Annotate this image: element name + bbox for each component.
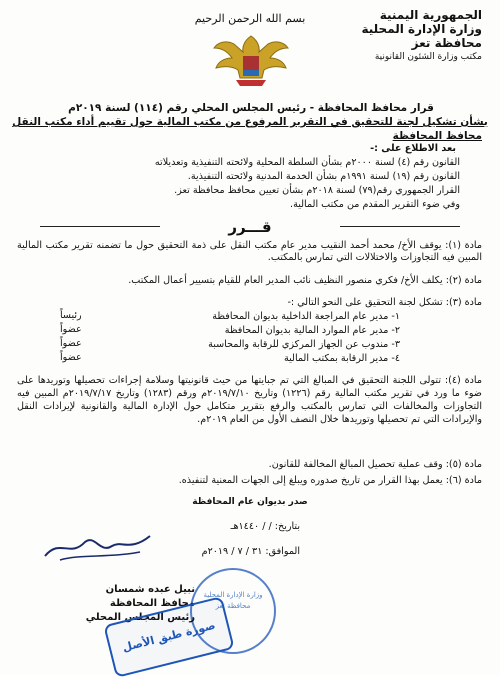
article-5: مادة (٥): وقف عملية تحصيل المبالغ المخالفة للقانون. — [268, 459, 482, 470]
decree-subject: بشأن تشكيل لجنة للتحقيق في التقرير المرفوع من مكتب المالية حول تقييم أداء مكتب النقل — [12, 116, 488, 128]
decree-word: قـــرر — [228, 218, 272, 236]
governor-heading: محافظ المحافظة — [392, 130, 482, 142]
article-2: مادة (٢): يكلف الأخ/ فكري منصور النظيف نائب المدير العام للقيام بتسيير أعمال المكتب. — [128, 275, 482, 286]
article-1: مادة (١): يوقف الأخ/ محمد أحمد النقيب مدير عام مكتب النقل على ذمة التحقيق حول ما تضمنه تقرير مكتب المالية المبين فيه التجاوزات والاختلالات التي تمارس بالمكتب. — [17, 240, 482, 263]
article-6: مادة (٦): يعمل بهذا القرار من تاريخ صدوره ويبلغ إلى الجهات المعنية لتنفيذه. — [178, 475, 482, 486]
basmala: بسم الله الرحمن الرحيم — [194, 12, 306, 25]
true-copy-stamp: صورة طبق الأصل — [103, 596, 234, 678]
hijri-date: بتاريخ: / / ١٤٤٠هـ — [230, 521, 300, 532]
committee-member: ٤- مدير الرقابة بمكتب المالية — [283, 353, 400, 364]
committee-member: ١- مدير عام المراجعة الداخلية بديوان المحافظة — [212, 311, 400, 322]
header-office: مكتب وزارة الشئون القانونية — [374, 52, 482, 62]
header-country: الجمهورية اليمنية — [379, 8, 482, 22]
committee-role: عضواً — [60, 324, 82, 335]
preamble-item: القانون رقم (٤) لسنة ٢٠٠٠م بشأن السلطة المحلية ولائحته التنفيذية وتعديلاته — [154, 157, 460, 168]
round-seal: وزارة الإدارة المحلية محافظة تعز — [190, 568, 276, 654]
committee-role: رئيساً — [60, 310, 82, 321]
signer-title: رئيس المجلس المحلي — [85, 612, 195, 623]
article-3: مادة (٣): تشكل لجنة التحقيق على النحو التالي :- — [287, 297, 482, 308]
committee-member: ٣- مندوب عن الجهاز المركزي للرقابة والمحاسبة — [208, 339, 400, 350]
committee-role: عضواً — [60, 352, 82, 363]
signature-icon — [40, 528, 160, 568]
committee-member: ٢- مدير عام الموارد المالية بديوان المحافظة — [224, 325, 400, 336]
header-governorate: محافظة تعز — [411, 36, 482, 50]
signer-name: نبيل عبده شمسان — [105, 584, 195, 595]
issued-line: صدر بديوان عام المحافظة — [192, 497, 308, 507]
header-ministry: وزارة الإدارة المحلية — [361, 22, 482, 36]
letterhead — [312, 8, 482, 64]
gregorian-date: الموافق: ٣١ / ٧ / ٢٠١٩م — [201, 546, 300, 557]
article-4: مادة (٤): تتولى اللجنة التحقيق في المبالغ التي تم جبايتها من حيث قانونيتها وسلامة إجراءات تحصيلها وتوريدها على ضوء ما ورد في تقرير مكتب المالية رقم (١٢٢٦) وتاريخ ٢٠١٩/٧/١٠م ورقم (١٢٨٣) وتاريخ ٢٠١٩/٧/١٧م المبين فيه التجاوزات والمخالفات التي تمارس بالمكتب والرفع بتقرير متكامل حول الإدارة المالية والقانونية لإيرادات النقل والإيرادات التي تم تحصيلها وتوريدها خلال النصف الأول من العام ٢٠١٩م. — [17, 375, 482, 425]
preamble-item: القانون رقم (١٩) لسنة ١٩٩١م بشأن الخدمة المدنية ولائحته التنفيذية. — [187, 171, 460, 182]
preamble-item: القرار الجمهوري رقم(٧٩) لسنة ٢٠١٨م بشأن تعيين محافظ محافظة تعز. — [174, 185, 460, 196]
preamble-intro: بعد الاطلاع على :- — [370, 143, 456, 154]
divider — [40, 226, 160, 227]
decree-title: قرار محافظ المحافظة - رئيس المجلس المحلي رقم (١١٤) لسنة ٢٠١٩م — [68, 102, 434, 114]
signer-title: محافظ المحافظة — [109, 598, 195, 609]
eagle-emblem-icon — [212, 30, 290, 92]
committee-role: عضواً — [60, 338, 82, 349]
preamble-item: وفي ضوء التقرير المقدم من مكتب المالية. — [290, 199, 460, 210]
divider — [340, 226, 460, 227]
